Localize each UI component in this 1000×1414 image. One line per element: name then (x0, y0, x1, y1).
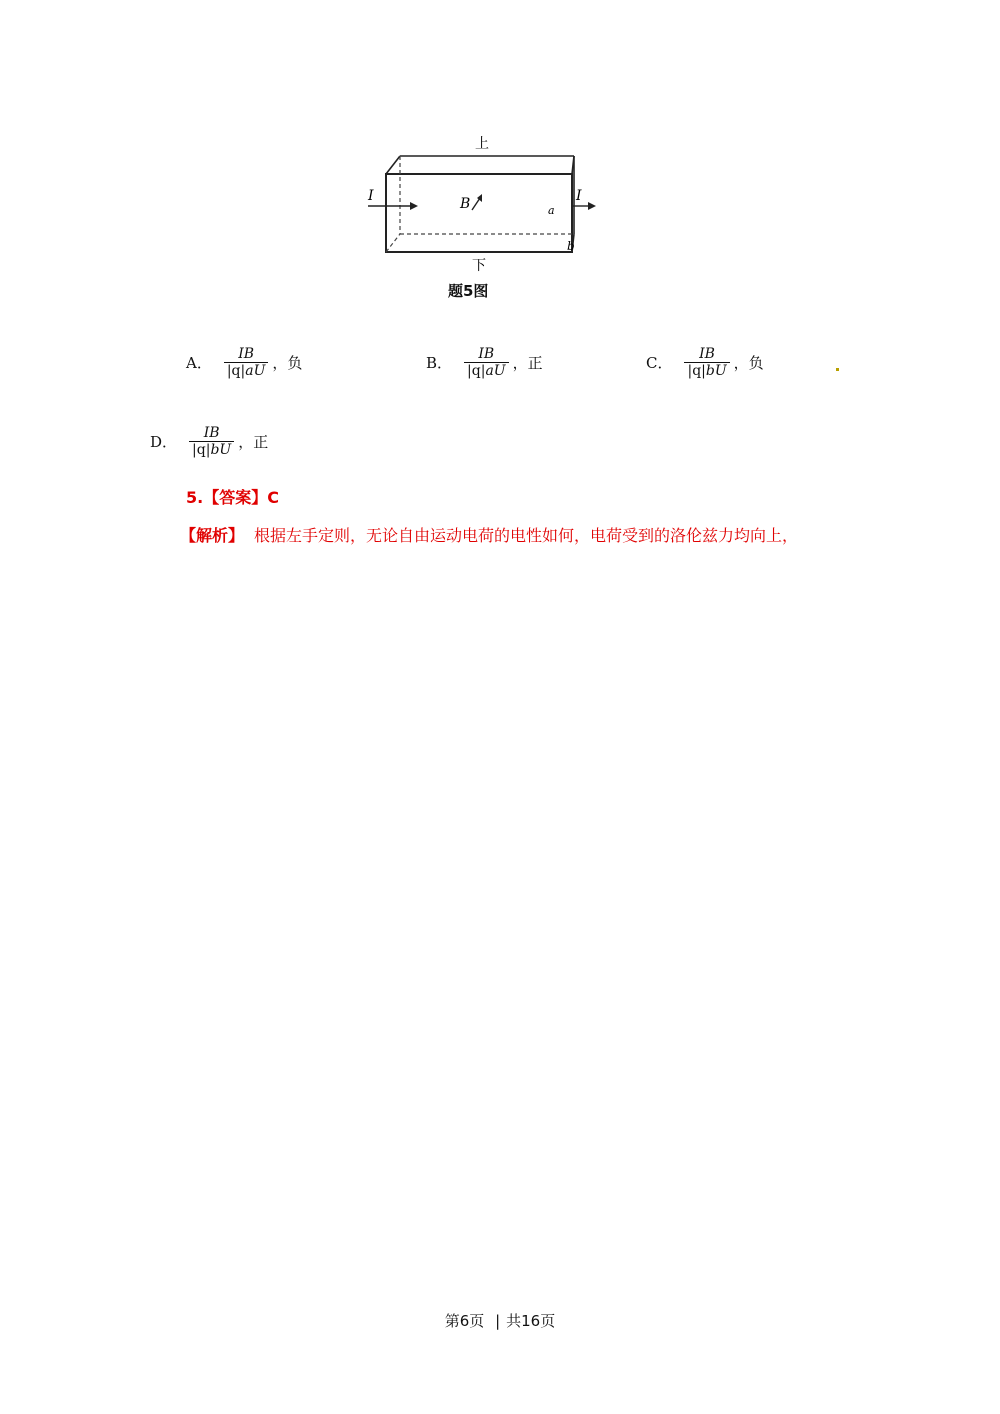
option-a (186, 346, 302, 379)
numerator: IB (478, 346, 495, 362)
label-a: a (548, 204, 555, 217)
den-charge: |q| (226, 363, 246, 380)
option-sign: ，负 (733, 354, 764, 373)
den-charge: |q| (687, 363, 706, 380)
label-top: 上 (475, 136, 489, 152)
option-sign: ，负 (272, 354, 303, 373)
stray-dot (836, 368, 839, 371)
option-sign: ，正 (512, 354, 543, 373)
page-footer (0, 1310, 1000, 1331)
label-bottom: 下 (472, 258, 486, 274)
label-field: B (460, 196, 471, 212)
den-charge: |q| (467, 363, 486, 380)
analysis-line (180, 523, 798, 546)
label-current-in: I (368, 188, 374, 204)
numerator: IB (203, 425, 220, 441)
den-vars: bU (705, 363, 727, 380)
footer-separator: | (495, 1312, 501, 1330)
numerator: IB (238, 346, 255, 362)
den-vars: aU (485, 363, 506, 380)
option-letter: C． (646, 354, 673, 373)
denominator (684, 362, 729, 379)
analysis-tag: 【解析】 (180, 526, 245, 545)
fraction (224, 346, 269, 379)
option-b (426, 346, 543, 379)
question-figure (360, 122, 610, 312)
figure-caption: 题5图 (448, 282, 489, 300)
label-b: b (567, 239, 575, 253)
page-number: 第6页 (444, 1312, 485, 1330)
den-vars: bU (210, 442, 232, 459)
option-letter: D． (150, 433, 178, 452)
cuboid-diagram (360, 122, 610, 282)
den-charge: |q| (192, 442, 211, 459)
numerator: IB (699, 346, 715, 362)
denominator (224, 362, 269, 379)
denominator (464, 362, 509, 379)
den-vars: aU (245, 363, 266, 380)
option-c (646, 346, 764, 379)
option-letter: B． (426, 354, 453, 373)
page-total: 共16页 (506, 1312, 556, 1330)
fraction (464, 346, 509, 379)
option-sign: ，正 (238, 433, 269, 452)
fraction (189, 425, 234, 458)
fraction (684, 346, 729, 379)
option-letter: A． (186, 354, 212, 373)
answer-line: 5.【答案】C (186, 488, 279, 507)
option-d (150, 425, 268, 458)
denominator (189, 441, 234, 458)
label-current-out: I (576, 188, 582, 204)
analysis-text: 根据左手定则，无论自由运动电荷的电性如何，电荷受到的洛伦兹力均向上， (254, 526, 799, 545)
